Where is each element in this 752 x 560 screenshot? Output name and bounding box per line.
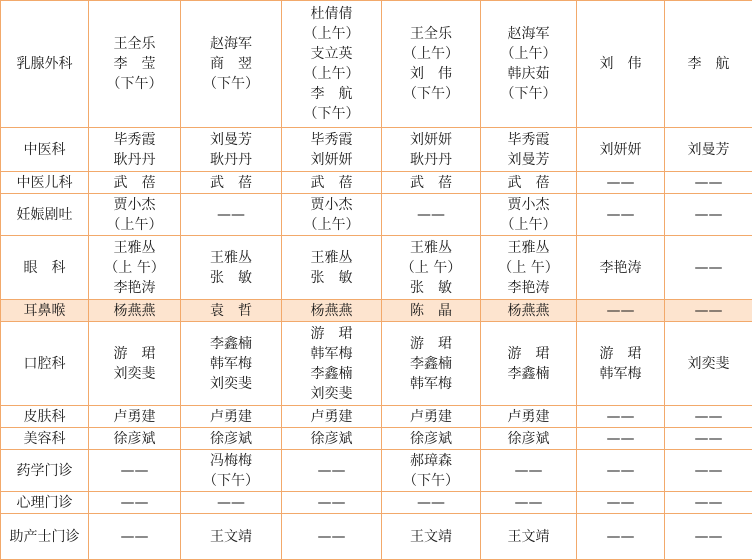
schedule-cell — [89, 300, 181, 322]
schedule-cell — [89, 1, 181, 128]
doctor-line: 刘曼芳 — [665, 140, 752, 160]
doctor-line: 贾小杰 — [481, 195, 576, 215]
schedule-cell — [577, 300, 665, 322]
department-cell — [1, 428, 89, 450]
schedule-cell — [665, 1, 752, 128]
doctor-line: 郝璋森 — [382, 451, 480, 471]
schedule-cell — [181, 128, 282, 172]
doctor-line: 王全乐 — [382, 24, 480, 44]
doctor-line: 商 翌 — [181, 54, 281, 74]
doctor-line: 游 珺 — [382, 334, 480, 354]
schedule-cell — [282, 428, 382, 450]
doctor-line: 卢勇建 — [181, 407, 281, 427]
no-clinic-dash: —— — [577, 461, 664, 481]
schedule-cell — [382, 514, 481, 560]
doctor-line: 武 蓓 — [89, 173, 180, 193]
doctor-line: 李鑫楠 — [181, 334, 281, 354]
schedule-cell — [382, 322, 481, 406]
schedule-cell — [282, 172, 382, 194]
no-clinic-dash: —— — [577, 429, 664, 449]
doctor-line: 王雅丛 — [282, 248, 381, 268]
schedule-cell — [665, 322, 752, 406]
doctor-line: 刘奕斐 — [282, 384, 381, 404]
doctor-line: 王文靖 — [481, 527, 576, 547]
doctor-line: 毕秀霞 — [89, 130, 180, 150]
schedule-cell — [181, 450, 282, 492]
doctor-line: 武 蓓 — [382, 173, 480, 193]
department-label: 耳鼻喉 — [1, 301, 88, 321]
schedule-cell — [382, 492, 481, 514]
schedule-cell — [89, 172, 181, 194]
doctor-line: （上午） — [481, 215, 576, 235]
doctor-line: 李艳涛 — [577, 258, 664, 278]
doctor-line: 刘奕斐 — [181, 374, 281, 394]
schedule-cell — [481, 236, 577, 300]
schedule-cell — [577, 1, 665, 128]
schedule-cell — [577, 406, 665, 428]
schedule-cell — [577, 172, 665, 194]
no-clinic-dash: —— — [481, 461, 576, 481]
department-label: 眼 科 — [1, 258, 88, 278]
schedule-cell — [282, 514, 382, 560]
schedule-cell — [181, 492, 282, 514]
no-clinic-dash: —— — [665, 461, 752, 481]
no-clinic-dash: —— — [665, 429, 752, 449]
doctor-line: 徐彦斌 — [282, 429, 381, 449]
doctor-line: 王文靖 — [181, 527, 281, 547]
schedule-cell — [282, 450, 382, 492]
schedule-cell — [481, 322, 577, 406]
doctor-line: 冯梅梅 — [181, 451, 281, 471]
doctor-line: 耿丹丹 — [181, 150, 281, 170]
no-clinic-dash: —— — [665, 407, 752, 427]
department-label: 助产士门诊 — [1, 527, 88, 547]
doctor-line: 杨燕燕 — [89, 301, 180, 321]
doctor-line: （上午） — [382, 44, 480, 64]
schedule-cell — [481, 128, 577, 172]
department-cell — [1, 406, 89, 428]
department-cell — [1, 514, 89, 560]
no-clinic-dash: —— — [577, 493, 664, 513]
department-label: 乳腺外科 — [1, 54, 88, 74]
table-row — [1, 194, 752, 236]
doctor-line: 韩军梅 — [181, 354, 281, 374]
doctor-line: 游 珺 — [481, 344, 576, 364]
schedule-cell — [481, 172, 577, 194]
doctor-line: 李艳涛 — [481, 278, 576, 298]
schedule-cell — [665, 428, 752, 450]
schedule-cell — [665, 406, 752, 428]
doctor-line: （上 午） — [481, 258, 576, 278]
department-label: 中医科 — [1, 140, 88, 160]
schedule-cell — [481, 514, 577, 560]
doctor-line: 李 莹 — [89, 54, 180, 74]
schedule-cell — [89, 428, 181, 450]
schedule-cell — [382, 194, 481, 236]
doctor-line: 张 敏 — [382, 278, 480, 298]
schedule-cell — [181, 300, 282, 322]
schedule-cell — [89, 450, 181, 492]
department-label: 中医儿科 — [1, 173, 88, 193]
table-row — [1, 428, 752, 450]
doctor-line: 刘曼芳 — [181, 130, 281, 150]
doctor-line: 耿丹丹 — [382, 150, 480, 170]
doctor-line: 刘妍妍 — [577, 140, 664, 160]
table-row — [1, 236, 752, 300]
doctor-line: 李鑫楠 — [382, 354, 480, 374]
schedule-cell — [89, 492, 181, 514]
doctor-line: 支立英 — [282, 44, 381, 64]
department-label: 口腔科 — [1, 354, 88, 374]
doctor-line: 王雅丛 — [89, 238, 180, 258]
schedule-cell — [577, 236, 665, 300]
department-cell — [1, 492, 89, 514]
schedule-cell — [481, 194, 577, 236]
doctor-line: 游 珺 — [577, 344, 664, 364]
doctor-line: 游 珺 — [282, 324, 381, 344]
table-row — [1, 128, 752, 172]
schedule-cell — [89, 322, 181, 406]
no-clinic-dash: —— — [665, 493, 752, 513]
schedule-cell — [181, 236, 282, 300]
schedule-cell — [181, 406, 282, 428]
no-clinic-dash: —— — [665, 301, 752, 321]
doctor-line: 李鑫楠 — [282, 364, 381, 384]
schedule-cell — [282, 300, 382, 322]
no-clinic-dash: —— — [665, 258, 752, 278]
department-cell — [1, 300, 89, 322]
no-clinic-dash: —— — [577, 205, 664, 225]
department-label: 皮肤科 — [1, 407, 88, 427]
schedule-cell — [382, 450, 481, 492]
schedule-cell — [282, 128, 382, 172]
table-row — [1, 492, 752, 514]
doctor-line: 刘妍妍 — [382, 130, 480, 150]
doctor-line: 韩军梅 — [577, 364, 664, 384]
schedule-cell — [382, 406, 481, 428]
schedule-cell — [577, 128, 665, 172]
schedule-cell — [577, 428, 665, 450]
no-clinic-dash: —— — [577, 301, 664, 321]
schedule-body — [1, 1, 752, 560]
schedule-cell — [665, 450, 752, 492]
no-clinic-dash: —— — [577, 527, 664, 547]
doctor-line: 王雅丛 — [481, 238, 576, 258]
schedule-cell — [382, 236, 481, 300]
schedule-cell — [382, 172, 481, 194]
doctor-line: 袁 哲 — [181, 301, 281, 321]
doctor-line: （上午） — [282, 215, 381, 235]
schedule-cell — [181, 428, 282, 450]
no-clinic-dash: —— — [382, 205, 480, 225]
schedule-cell — [481, 406, 577, 428]
schedule-cell — [665, 300, 752, 322]
doctor-line: 李 航 — [282, 84, 381, 104]
schedule-cell — [282, 406, 382, 428]
doctor-line: （下午） — [382, 471, 480, 491]
doctor-line: 贾小杰 — [89, 195, 180, 215]
doctor-line: （下午） — [181, 74, 281, 94]
doctor-line: 李艳涛 — [89, 278, 180, 298]
schedule-cell — [665, 128, 752, 172]
department-cell — [1, 236, 89, 300]
schedule-cell — [181, 514, 282, 560]
doctor-line: 徐彦斌 — [89, 429, 180, 449]
schedule-cell — [382, 300, 481, 322]
doctor-line: （上 午） — [382, 258, 480, 278]
doctor-line: 毕秀霞 — [481, 130, 576, 150]
schedule-cell — [181, 1, 282, 128]
doctor-line: 刘 伟 — [382, 64, 480, 84]
no-clinic-dash: —— — [665, 173, 752, 193]
doctor-line: 卢勇建 — [481, 407, 576, 427]
no-clinic-dash: —— — [89, 527, 180, 547]
department-label: 心理门诊 — [1, 493, 88, 513]
schedule-cell — [382, 128, 481, 172]
department-cell — [1, 450, 89, 492]
no-clinic-dash: —— — [89, 461, 180, 481]
doctor-line: 毕秀霞 — [282, 130, 381, 150]
doctor-line: 游 珺 — [89, 344, 180, 364]
doctor-line: 武 蓓 — [181, 173, 281, 193]
doctor-line: 贾小杰 — [282, 195, 381, 215]
schedule-cell — [282, 492, 382, 514]
doctor-line: 卢勇建 — [282, 407, 381, 427]
schedule-cell — [577, 322, 665, 406]
department-cell — [1, 194, 89, 236]
doctor-line: 赵海军 — [481, 24, 576, 44]
no-clinic-dash: —— — [181, 493, 281, 513]
doctor-line: 李 航 — [665, 54, 752, 74]
table-row — [1, 450, 752, 492]
schedule-cell — [282, 1, 382, 128]
doctor-line: 韩军梅 — [282, 344, 381, 364]
doctor-line: 耿丹丹 — [89, 150, 180, 170]
schedule-cell — [481, 300, 577, 322]
schedule-cell — [481, 492, 577, 514]
no-clinic-dash: —— — [282, 493, 381, 513]
schedule-cell — [665, 194, 752, 236]
schedule-cell — [89, 194, 181, 236]
schedule-cell — [577, 514, 665, 560]
doctor-line: 陈 晶 — [382, 301, 480, 321]
no-clinic-dash: —— — [665, 527, 752, 547]
department-cell — [1, 172, 89, 194]
schedule-cell — [481, 450, 577, 492]
doctor-line: （上午） — [282, 24, 381, 44]
schedule-cell — [665, 236, 752, 300]
department-cell — [1, 128, 89, 172]
table-row — [1, 1, 752, 128]
schedule-cell — [382, 428, 481, 450]
doctor-line: 徐彦斌 — [181, 429, 281, 449]
table-row — [1, 322, 752, 406]
department-label: 药学门诊 — [1, 461, 88, 481]
doctor-line: （上午） — [481, 44, 576, 64]
schedule-cell — [89, 514, 181, 560]
doctor-line: 卢勇建 — [89, 407, 180, 427]
department-cell — [1, 322, 89, 406]
doctor-line: 王雅丛 — [382, 238, 480, 258]
doctor-line: 刘妍妍 — [282, 150, 381, 170]
schedule-cell — [89, 406, 181, 428]
doctor-line: 韩军梅 — [382, 374, 480, 394]
doctor-line: 杜倩倩 — [282, 4, 381, 24]
table-row — [1, 172, 752, 194]
doctor-line: （上 午） — [89, 258, 180, 278]
doctor-line: （上午） — [282, 64, 381, 84]
schedule-cell — [282, 194, 382, 236]
no-clinic-dash: —— — [89, 493, 180, 513]
doctor-line: （下午） — [382, 84, 480, 104]
doctor-line: 武 蓓 — [282, 173, 381, 193]
no-clinic-dash: —— — [665, 205, 752, 225]
schedule-cell — [89, 236, 181, 300]
no-clinic-dash: —— — [481, 493, 576, 513]
schedule-cell — [665, 172, 752, 194]
doctor-line: 徐彦斌 — [481, 429, 576, 449]
schedule-cell — [181, 322, 282, 406]
department-label: 妊娠剧吐 — [1, 205, 88, 225]
doctor-line: （下午） — [481, 84, 576, 104]
doctor-line: 王文靖 — [382, 527, 480, 547]
schedule-cell — [181, 194, 282, 236]
doctor-line: （下午） — [282, 104, 381, 124]
schedule-cell — [181, 172, 282, 194]
doctor-line: 张 敏 — [282, 268, 381, 288]
doctor-line: 赵海军 — [181, 34, 281, 54]
schedule-cell — [665, 492, 752, 514]
schedule-cell — [481, 428, 577, 450]
schedule-cell — [577, 492, 665, 514]
no-clinic-dash: —— — [282, 461, 381, 481]
doctor-line: 杨燕燕 — [282, 301, 381, 321]
doctor-line: 徐彦斌 — [382, 429, 480, 449]
no-clinic-dash: —— — [181, 205, 281, 225]
doctor-line: 杨燕燕 — [481, 301, 576, 321]
doctor-line: 韩庆茹 — [481, 64, 576, 84]
department-cell — [1, 1, 89, 128]
schedule-cell — [481, 1, 577, 128]
doctor-line: （上午） — [89, 215, 180, 235]
schedule-cell — [665, 514, 752, 560]
department-label: 美容科 — [1, 429, 88, 449]
schedule-cell — [382, 1, 481, 128]
doctor-line: 卢勇建 — [382, 407, 480, 427]
doctor-line: （下午） — [89, 74, 180, 94]
doctor-line: 王全乐 — [89, 34, 180, 54]
no-clinic-dash: —— — [577, 407, 664, 427]
table-row — [1, 406, 752, 428]
no-clinic-dash: —— — [282, 527, 381, 547]
doctor-line: 李鑫楠 — [481, 364, 576, 384]
doctor-line: 刘奕斐 — [89, 364, 180, 384]
doctor-line: （下午） — [181, 471, 281, 491]
table-row — [1, 300, 752, 322]
doctor-line: 张 敏 — [181, 268, 281, 288]
doctor-line: 刘曼芳 — [481, 150, 576, 170]
table-row — [1, 514, 752, 560]
schedule-cell — [89, 128, 181, 172]
no-clinic-dash: —— — [382, 493, 480, 513]
doctor-line: 刘 伟 — [577, 54, 664, 74]
doctor-line: 刘奕斐 — [665, 354, 752, 374]
no-clinic-dash: —— — [577, 173, 664, 193]
doctor-line: 王雅丛 — [181, 248, 281, 268]
schedule-cell — [282, 236, 382, 300]
schedule-cell — [577, 450, 665, 492]
schedule-cell — [577, 194, 665, 236]
schedule-cell — [282, 322, 382, 406]
doctor-line: 武 蓓 — [481, 173, 576, 193]
